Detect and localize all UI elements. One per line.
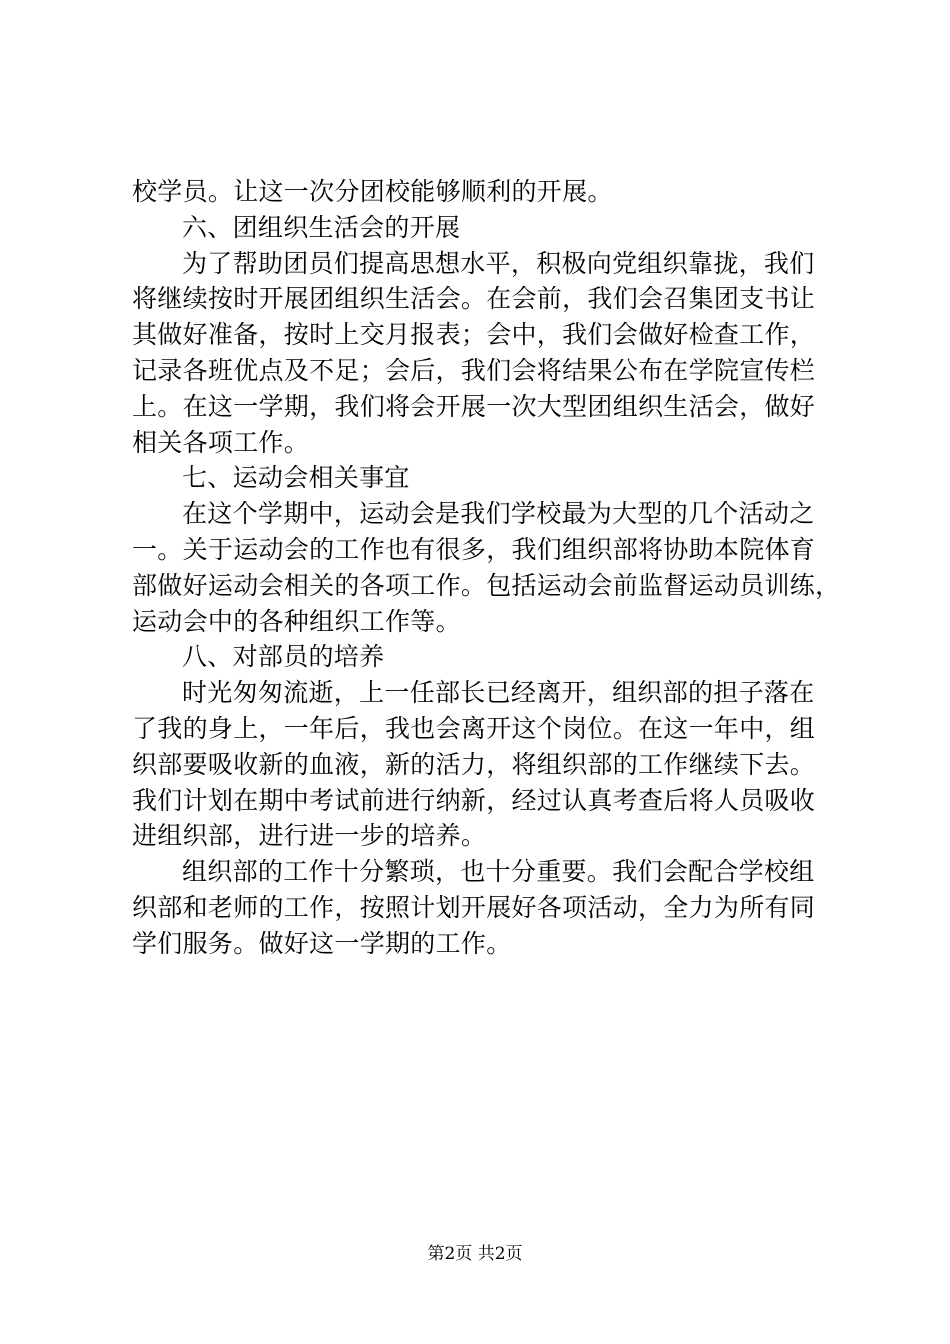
text-line: 记录各班优点及不足；会后，我们会将结果公布在学院宣传栏 bbox=[132, 355, 816, 385]
section-heading-8: 八、对部员的培养 bbox=[182, 642, 385, 672]
text-line: 进组织部，进行进一步的培养。 bbox=[132, 821, 487, 851]
page-footer: 第2页 共2页 bbox=[427, 1244, 523, 1264]
text-line: 相关各项工作。 bbox=[132, 427, 310, 457]
text-line: 为了帮助团员们提高思想水平，积极向党组织靠拢，我们 bbox=[182, 248, 815, 278]
text-line: 学们服务。做好这一学期的工作。 bbox=[132, 928, 512, 958]
text-line: 了我的身上，一年后，我也会离开这个岗位。在这一年中，组 bbox=[132, 713, 816, 743]
text-line: 组织部的工作十分繁琐，也十分重要。我们会配合学校组 bbox=[182, 857, 815, 887]
text-line: 校学员。让这一次分团校能够顺利的开展。 bbox=[132, 177, 613, 206]
text-line: 运动会中的各种组织工作等。 bbox=[132, 606, 461, 636]
text-line: 部做好运动会相关的各项工作。包括运动会前监督运动员训练， bbox=[132, 570, 841, 600]
document-body bbox=[132, 174, 841, 962]
text-line: 织部和老师的工作，按照计划开展好各项活动，全力为所有同 bbox=[132, 892, 816, 922]
text-line: 一。关于运动会的工作也有很多，我们组织部将协助本院体育 bbox=[132, 534, 816, 564]
section-heading-7: 七、运动会相关事宜 bbox=[182, 463, 410, 493]
text-line: 我们计划在期中考试前进行纳新，经过认真考查后将人员吸收 bbox=[132, 785, 816, 815]
text-line: 其做好准备，按时上交月报表；会中，我们会做好检查工作， bbox=[132, 320, 816, 350]
text-line: 在这个学期中，运动会是我们学校最为大型的几个活动之 bbox=[182, 499, 815, 529]
text-line: 时光匆匆流逝，上一任部长已经离开，组织部的担子落在 bbox=[182, 678, 815, 708]
text-line: 织部要吸收新的血液，新的活力，将组织部的工作继续下去。 bbox=[132, 749, 816, 779]
section-heading-6: 六、团组织生活会的开展 bbox=[182, 212, 461, 242]
text-line: 上。在这一学期，我们将会开展一次大型团组织生活会，做好 bbox=[132, 391, 816, 421]
text-line: 将继续按时开展团组织生活会。在会前，我们会召集团支书让 bbox=[132, 284, 816, 314]
